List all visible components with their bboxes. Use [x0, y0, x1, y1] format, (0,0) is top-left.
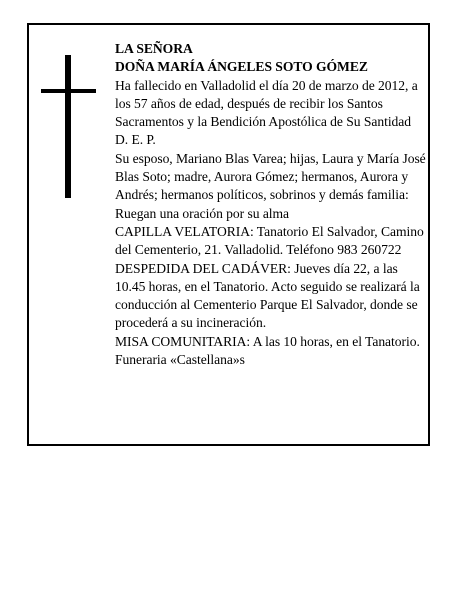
wake-chapel-paragraph: CAPILLA VELATORIA: Tanatorio El Salvador, Camino del Cementerio, 21. Valladolid. Teléfono 983 260722: [115, 223, 424, 258]
cross-vertical-bar: [65, 55, 71, 198]
cross-horizontal-bar: [41, 89, 96, 93]
obituary-notice: [27, 23, 430, 446]
family-paragraph: Su esposo, Mariano Blas Varea; hijas, Laura y María José Blas Soto; madre, Aurora Gómez; hermanos, Aurora y Andrés; hermanos políticos, sobrinos y demás familia:: [115, 150, 426, 203]
prayer-request-line: Ruegan una oración por su alma: [115, 205, 290, 221]
latin-cross-icon: [41, 55, 96, 198]
funeral-home-line: Funeraria «Castellana»s: [115, 352, 245, 368]
mass-paragraph: MISA COMUNITARIA: A las 10 horas, en el Tanatorio.: [115, 333, 420, 349]
notice-body: [115, 40, 427, 369]
deceased-name: DOÑA MARÍA ÁNGELES SOTO GÓMEZ: [115, 59, 368, 75]
notice-heading-title: LA SEÑORA: [115, 41, 193, 56]
farewell-paragraph: DESPEDIDA DEL CADÁVER: Jueves día 22, a las 10.45 horas, en el Tanatorio. Acto seguido se realizará la conducción al Cementerio Parque El Salvador, donde se procederá a su incineración.: [115, 260, 420, 331]
death-announcement-paragraph: Ha fallecido en Valladolid el día 20 de marzo de 2012, a los 57 años de edad, después de recibir los Santos Sacramentos y la Bendición Apostólica de Su Santidad D. E. P.: [115, 77, 418, 148]
